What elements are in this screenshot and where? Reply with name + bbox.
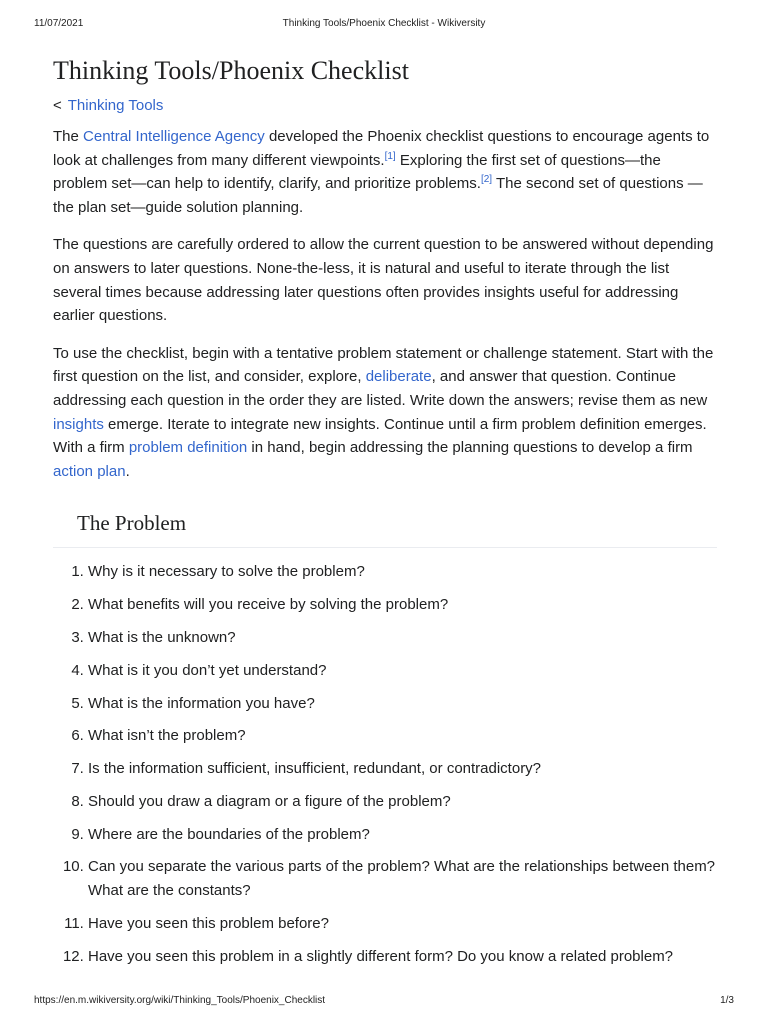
list-item: 6. What isn’t the problem? <box>88 724 717 748</box>
intro-paragraph <box>53 125 717 219</box>
list-item: 5. What is the information you have? <box>88 692 717 716</box>
print-page-number: 1/3 <box>720 995 734 1006</box>
print-url: https://en.m.wikiversity.org/wiki/Thinking_Tools/Phoenix_Checklist <box>34 995 326 1006</box>
link-problem-definition[interactable]: problem definition <box>128 439 248 457</box>
usage-text-4: in hand, begin addressing the planning questions to develop a firm <box>247 439 693 457</box>
intro-text-1: The <box>53 128 84 145</box>
usage-text-5: . <box>125 462 130 480</box>
link-deliberate[interactable]: deliberate <box>365 368 432 386</box>
usage-text-2: , and answer that question. Continue addressing each question in the order they are listed. Write down the answers; revise them as new <box>53 368 708 409</box>
list-item: 9. Where are the boundaries of the problem? <box>88 823 717 847</box>
link-central-intelligence-agency[interactable]: Central Intelligence Agency <box>83 128 265 145</box>
usage-text-3: emerge. Iterate to integrate new insights. Continue until a firm problem definition emerges. With a firm <box>53 415 707 457</box>
breadcrumb-link-thinking-tools[interactable]: Thinking Tools <box>67 97 164 114</box>
section-heading-the-problem[interactable]: The Problem <box>53 509 717 548</box>
list-item: 3. What is the unknown? <box>88 626 717 650</box>
list-item: 1. Why is it necessary to solve the problem? <box>88 560 717 584</box>
list-item: 11. Have you seen this problem before? <box>88 912 717 936</box>
link-action-plan[interactable]: action plan <box>53 462 126 480</box>
reference-2-link[interactable]: [2] <box>480 174 493 186</box>
usage-paragraph <box>53 342 717 484</box>
page-title: Thinking Tools/Phoenix Checklist <box>53 56 409 85</box>
intro-text-4: The second set of questions —the plan set—guide solution planning. <box>53 175 703 216</box>
list-item: 8. Should you draw a diagram or a figure of the problem? <box>88 790 717 814</box>
article-content <box>53 54 717 978</box>
usage-text-1: To use the checklist, begin with a tentative problem statement or challenge statement. Start with the first question on the list, and consider, explore, <box>53 344 714 386</box>
intro-text-3: Exploring the first set of questions—the problem set—can help to identify, clarify, and prioritize problems. <box>53 151 661 193</box>
print-date: 11/07/2021 <box>34 18 84 29</box>
link-insights[interactable]: insights <box>53 415 104 433</box>
reference-1-link[interactable]: [1] <box>384 150 396 162</box>
problem-question-list <box>53 560 717 969</box>
list-item: 10. Can you separate the various parts of the problem? What are the relationships between them? What are the constants? <box>88 855 717 903</box>
print-document-title: Thinking Tools/Phoenix Checklist - Wikiversity <box>282 18 486 29</box>
list-item: 12. Have you seen this problem in a slightly different form? Do you know a related problem? <box>88 945 717 969</box>
print-footer <box>0 995 768 1009</box>
intro-text-2: developed the Phoenix checklist questions to encourage agents to look at challenges from many different viewpoints. <box>53 128 710 169</box>
list-item: 2. What benefits will you receive by solving the problem? <box>88 593 717 617</box>
ordering-paragraph: The questions are carefully ordered to allow the current question to be answered without depending on answers to later questions. None-the-less, it is natural and useful to iterate through the list several times because addressing later questions often provides insights useful for addressing earlier questions. <box>53 236 714 325</box>
breadcrumb <box>53 96 717 116</box>
list-item: 4. What is it you don’t yet understand? <box>88 659 717 683</box>
breadcrumb-separator: < <box>53 97 62 114</box>
print-header <box>0 18 768 32</box>
list-item: 7. Is the information sufficient, insufficient, redundant, or contradictory? <box>88 757 717 781</box>
